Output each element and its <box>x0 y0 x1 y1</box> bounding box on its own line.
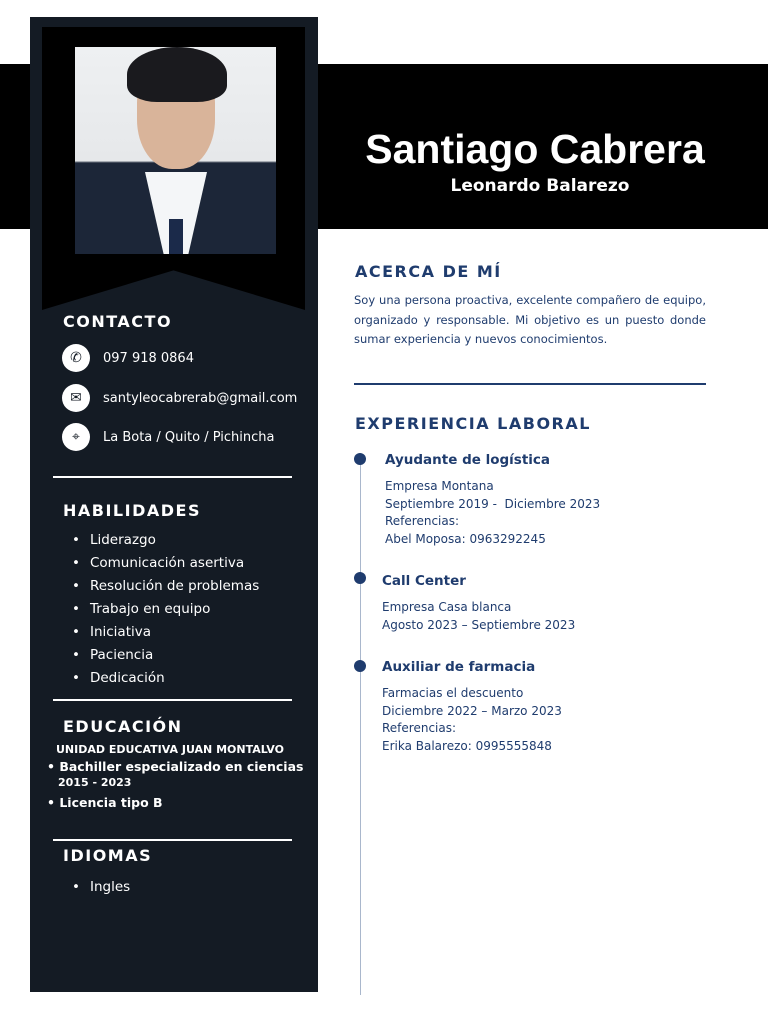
phone-icon: ✆ <box>62 344 90 372</box>
timeline-dot <box>354 572 366 584</box>
about-heading: ACERCA DE MÍ <box>355 262 502 281</box>
email-icon: ✉ <box>62 384 90 412</box>
education-years: 2015 - 2023 <box>58 776 132 789</box>
license: • Licencia tipo B <box>47 795 163 810</box>
job-details: Empresa Montana Septiembre 2019 - Diciembre 2023 Referencias: Abel Moposa: 0963292245 <box>385 479 601 546</box>
contact-phone: ✆ 097 918 0864 <box>62 344 194 372</box>
languages-list <box>72 879 130 902</box>
job-details: Empresa Casa blanca Agosto 2023 – Septiembre 2023 <box>382 600 576 632</box>
languages-heading: IDIOMAS <box>63 846 153 865</box>
job-title: Ayudante de logística <box>385 452 551 468</box>
skill-item: • Paciencia <box>72 647 259 670</box>
skill-item: • Liderazgo <box>72 532 259 555</box>
experience-heading: EXPERIENCIA LABORAL <box>355 414 591 433</box>
full-name: Santiago Cabrera <box>365 126 705 172</box>
profile-photo <box>75 47 276 254</box>
location-pin-icon: ⌖ <box>62 423 90 451</box>
skill-item: • Resolución de problemas <box>72 578 259 601</box>
timeline-line <box>360 460 361 995</box>
divider <box>53 839 292 841</box>
school-name: UNIDAD EDUCATIVA JUAN MONTALVO <box>56 743 284 756</box>
job-title: Auxiliar de farmacia <box>382 659 536 675</box>
degree: • Bachiller especializado en ciencias <box>47 759 304 774</box>
contact-email: ✉ santyleocabrerab@gmail.com <box>62 384 297 412</box>
job-details: Farmacias el descuento Diciembre 2022 – Marzo 2023 Referencias: Erika Balarezo: 0995555848 <box>382 686 562 753</box>
divider <box>354 383 706 385</box>
skill-item: • Dedicación <box>72 670 259 693</box>
contact-location: ⌖ La Bota / Quito / Pichincha <box>62 423 274 451</box>
timeline-dot <box>354 453 366 465</box>
about-text: Soy una persona proactiva, excelente compañero de equipo, organizado y responsable. Mi objetivo es un puesto donde sumar experiencia y nuevos conocimientos. <box>354 293 706 346</box>
divider <box>53 699 292 701</box>
skill-item: • Trabajo en equipo <box>72 601 259 624</box>
second-name: Leonardo Balarezo <box>450 176 630 196</box>
divider <box>53 476 292 478</box>
skills-heading: HABILIDADES <box>63 501 201 520</box>
language-item: • Ingles <box>72 879 130 902</box>
skill-item: • Comunicación asertiva <box>72 555 259 578</box>
skill-item: • Iniciativa <box>72 624 259 647</box>
timeline-dot <box>354 660 366 672</box>
contact-heading: CONTACTO <box>63 312 173 331</box>
education-heading: EDUCACIÓN <box>63 717 183 736</box>
job-title: Call Center <box>382 573 466 589</box>
skills-list <box>72 532 259 693</box>
